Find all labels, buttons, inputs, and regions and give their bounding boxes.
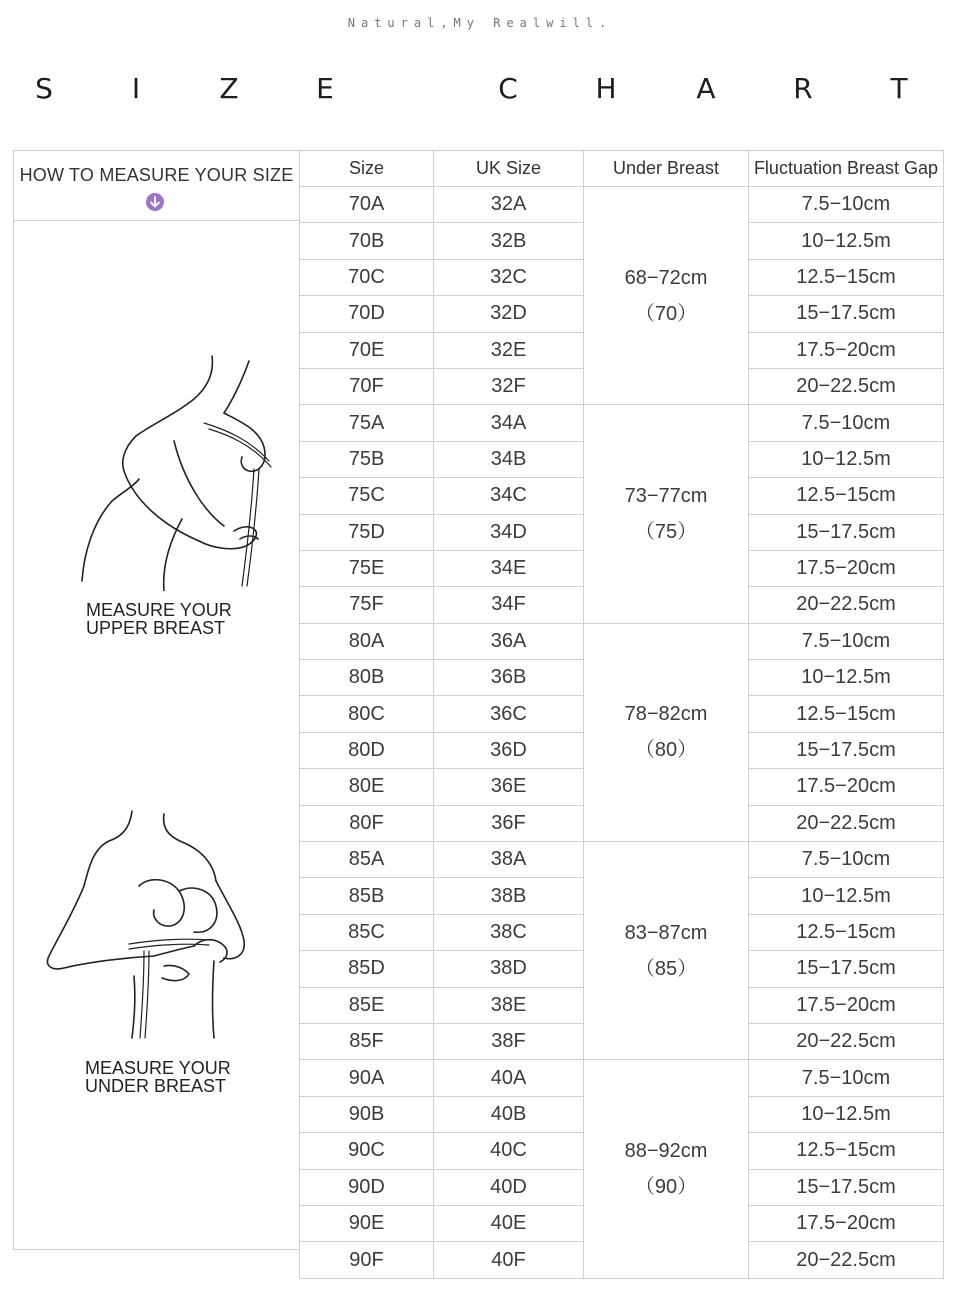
cell-fluctuation-gap: 17.5−20cm xyxy=(749,987,944,1023)
cell-size: 70E xyxy=(300,332,434,368)
cell-uk-size: 34A xyxy=(434,405,584,441)
cell-fluctuation-gap: 10−12.5m xyxy=(749,223,944,259)
under-breast-range: 83−87cm xyxy=(624,921,708,944)
cell-under-breast xyxy=(584,842,749,1060)
upper-label-line2: UPPER BREAST xyxy=(86,618,226,638)
cell-size: 70A xyxy=(300,187,434,223)
cell-size: 80C xyxy=(300,696,434,732)
cell-uk-size: 38A xyxy=(434,842,584,878)
table-body xyxy=(300,187,944,1279)
cell-fluctuation-gap: 15−17.5cm xyxy=(749,296,944,332)
cell-uk-size: 32D xyxy=(434,296,584,332)
arrow-down-circle-icon xyxy=(146,193,164,211)
cell-fluctuation-gap: 17.5−20cm xyxy=(749,332,944,368)
table-row xyxy=(300,187,944,223)
cell-size: 85E xyxy=(300,987,434,1023)
cell-uk-size: 40A xyxy=(434,1060,584,1096)
cell-size: 85C xyxy=(300,914,434,950)
cell-fluctuation-gap: 7.5−10cm xyxy=(749,623,944,659)
cell-uk-size: 34D xyxy=(434,514,584,550)
table-header-row xyxy=(300,151,944,187)
table-row xyxy=(300,623,944,659)
cell-fluctuation-gap: 10−12.5m xyxy=(749,660,944,696)
cell-size: 85B xyxy=(300,878,434,914)
cell-size: 90F xyxy=(300,1242,434,1278)
cell-size: 90A xyxy=(300,1060,434,1096)
cell-fluctuation-gap: 10−12.5m xyxy=(749,441,944,477)
cell-fluctuation-gap: 12.5−15cm xyxy=(749,478,944,514)
cell-size: 80E xyxy=(300,769,434,805)
title-letter: R xyxy=(793,72,813,105)
under-label-line1: MEASURE YOUR xyxy=(85,1058,231,1078)
cell-size: 85A xyxy=(300,842,434,878)
cell-fluctuation-gap: 20−22.5cm xyxy=(749,1023,944,1059)
upper-breast-illustration xyxy=(64,351,284,591)
cell-fluctuation-gap: 10−12.5m xyxy=(749,878,944,914)
cell-size: 85F xyxy=(300,1023,434,1059)
header-uk-size: UK Size xyxy=(434,151,584,187)
cell-fluctuation-gap: 20−22.5cm xyxy=(749,1242,944,1278)
cell-uk-size: 40F xyxy=(434,1242,584,1278)
table-row xyxy=(300,842,944,878)
cell-fluctuation-gap: 7.5−10cm xyxy=(749,405,944,441)
cell-uk-size: 32B xyxy=(434,223,584,259)
under-breast-illustration xyxy=(44,806,254,1041)
cell-fluctuation-gap: 17.5−20cm xyxy=(749,550,944,586)
cell-fluctuation-gap: 7.5−10cm xyxy=(749,842,944,878)
under-label-line2: UNDER BREAST xyxy=(85,1076,227,1096)
title-letter: Z xyxy=(219,72,239,105)
cell-under-breast xyxy=(584,1060,749,1278)
cell-size: 90B xyxy=(300,1096,434,1132)
cell-uk-size: 32A xyxy=(434,187,584,223)
cell-uk-size: 40B xyxy=(434,1096,584,1132)
cell-fluctuation-gap: 10−12.5m xyxy=(749,1096,944,1132)
measure-guide-panel xyxy=(13,150,299,1250)
cell-fluctuation-gap: 12.5−15cm xyxy=(749,914,944,950)
under-breast-band: （90） xyxy=(634,1176,698,1199)
table-row xyxy=(300,405,944,441)
upper-breast-label xyxy=(86,601,232,637)
title-letter: E xyxy=(316,72,334,105)
under-breast-band: （75） xyxy=(634,521,698,544)
cell-size: 70F xyxy=(300,368,434,404)
cell-size: 75D xyxy=(300,514,434,550)
cell-uk-size: 38D xyxy=(434,951,584,987)
title-letter: C xyxy=(498,72,518,105)
cell-size: 90C xyxy=(300,1133,434,1169)
cell-uk-size: 36B xyxy=(434,660,584,696)
cell-uk-size: 40C xyxy=(434,1133,584,1169)
cell-fluctuation-gap: 12.5−15cm xyxy=(749,1133,944,1169)
header-fluctuation-gap: Fluctuation Breast Gap xyxy=(749,151,944,187)
size-table xyxy=(299,150,944,1279)
cell-size: 80D xyxy=(300,732,434,768)
cell-uk-size: 36A xyxy=(434,623,584,659)
cell-fluctuation-gap: 15−17.5cm xyxy=(749,732,944,768)
title-letter: I xyxy=(131,72,141,105)
cell-size: 80A xyxy=(300,623,434,659)
cell-size: 90E xyxy=(300,1205,434,1241)
cell-fluctuation-gap: 17.5−20cm xyxy=(749,1205,944,1241)
cell-fluctuation-gap: 7.5−10cm xyxy=(749,187,944,223)
cell-size: 75A xyxy=(300,405,434,441)
cell-uk-size: 38F xyxy=(434,1023,584,1059)
cell-fluctuation-gap: 7.5−10cm xyxy=(749,1060,944,1096)
cell-uk-size: 34F xyxy=(434,587,584,623)
under-breast-range: 73−77cm xyxy=(624,485,708,508)
cell-uk-size: 34E xyxy=(434,550,584,586)
size-table-container xyxy=(299,150,944,1279)
cell-fluctuation-gap: 15−17.5cm xyxy=(749,514,944,550)
cell-uk-size: 36E xyxy=(434,769,584,805)
cell-size: 75E xyxy=(300,550,434,586)
cell-fluctuation-gap: 20−22.5cm xyxy=(749,805,944,841)
cell-uk-size: 34B xyxy=(434,441,584,477)
under-breast-range: 78−82cm xyxy=(624,703,708,726)
cell-fluctuation-gap: 12.5−15cm xyxy=(749,259,944,295)
cell-uk-size: 38E xyxy=(434,987,584,1023)
cell-size: 75C xyxy=(300,478,434,514)
title-letter: T xyxy=(890,72,908,105)
cell-uk-size: 32F xyxy=(434,368,584,404)
cell-uk-size: 32C xyxy=(434,259,584,295)
cell-size: 85D xyxy=(300,951,434,987)
cell-size: 70B xyxy=(300,223,434,259)
cell-uk-size: 32E xyxy=(434,332,584,368)
cell-fluctuation-gap: 20−22.5cm xyxy=(749,368,944,404)
cell-uk-size: 36F xyxy=(434,805,584,841)
cell-under-breast xyxy=(584,623,749,841)
cell-under-breast xyxy=(584,405,749,623)
under-breast-range: 68−72cm xyxy=(624,266,708,289)
cell-size: 75B xyxy=(300,441,434,477)
cell-size: 80B xyxy=(300,660,434,696)
title-letter: S xyxy=(35,72,53,105)
cell-size: 70C xyxy=(300,259,434,295)
under-breast-label xyxy=(85,1059,231,1095)
cell-size: 90D xyxy=(300,1169,434,1205)
under-breast-band: （70） xyxy=(634,302,698,325)
cell-size: 75F xyxy=(300,587,434,623)
cell-uk-size: 36C xyxy=(434,696,584,732)
title-letter: A xyxy=(696,72,716,105)
header-size: Size xyxy=(300,151,434,187)
table-row xyxy=(300,1060,944,1096)
how-to-measure-header xyxy=(14,151,299,221)
upper-label-line1: MEASURE YOUR xyxy=(86,600,232,620)
cell-fluctuation-gap: 15−17.5cm xyxy=(749,1169,944,1205)
header-under-breast: Under Breast xyxy=(584,151,749,187)
cell-fluctuation-gap: 20−22.5cm xyxy=(749,587,944,623)
size-chart-title xyxy=(0,72,960,112)
under-breast-range: 88−92cm xyxy=(624,1140,708,1163)
cell-size: 70D xyxy=(300,296,434,332)
cell-uk-size: 36D xyxy=(434,732,584,768)
cell-fluctuation-gap: 12.5−15cm xyxy=(749,696,944,732)
cell-under-breast xyxy=(584,187,749,405)
cell-uk-size: 38C xyxy=(434,914,584,950)
how-to-measure-text: HOW TO MEASURE YOUR SIZE xyxy=(19,165,294,185)
cell-fluctuation-gap: 15−17.5cm xyxy=(749,951,944,987)
brand-tagline: Natural,My Realwill. xyxy=(347,16,613,30)
cell-uk-size: 40D xyxy=(434,1169,584,1205)
cell-uk-size: 34C xyxy=(434,478,584,514)
title-letter: H xyxy=(595,72,617,105)
cell-fluctuation-gap: 17.5−20cm xyxy=(749,769,944,805)
under-breast-band: （80） xyxy=(634,739,698,762)
cell-size: 80F xyxy=(300,805,434,841)
under-breast-band: （85） xyxy=(634,957,698,980)
cell-uk-size: 40E xyxy=(434,1205,584,1241)
cell-uk-size: 38B xyxy=(434,878,584,914)
